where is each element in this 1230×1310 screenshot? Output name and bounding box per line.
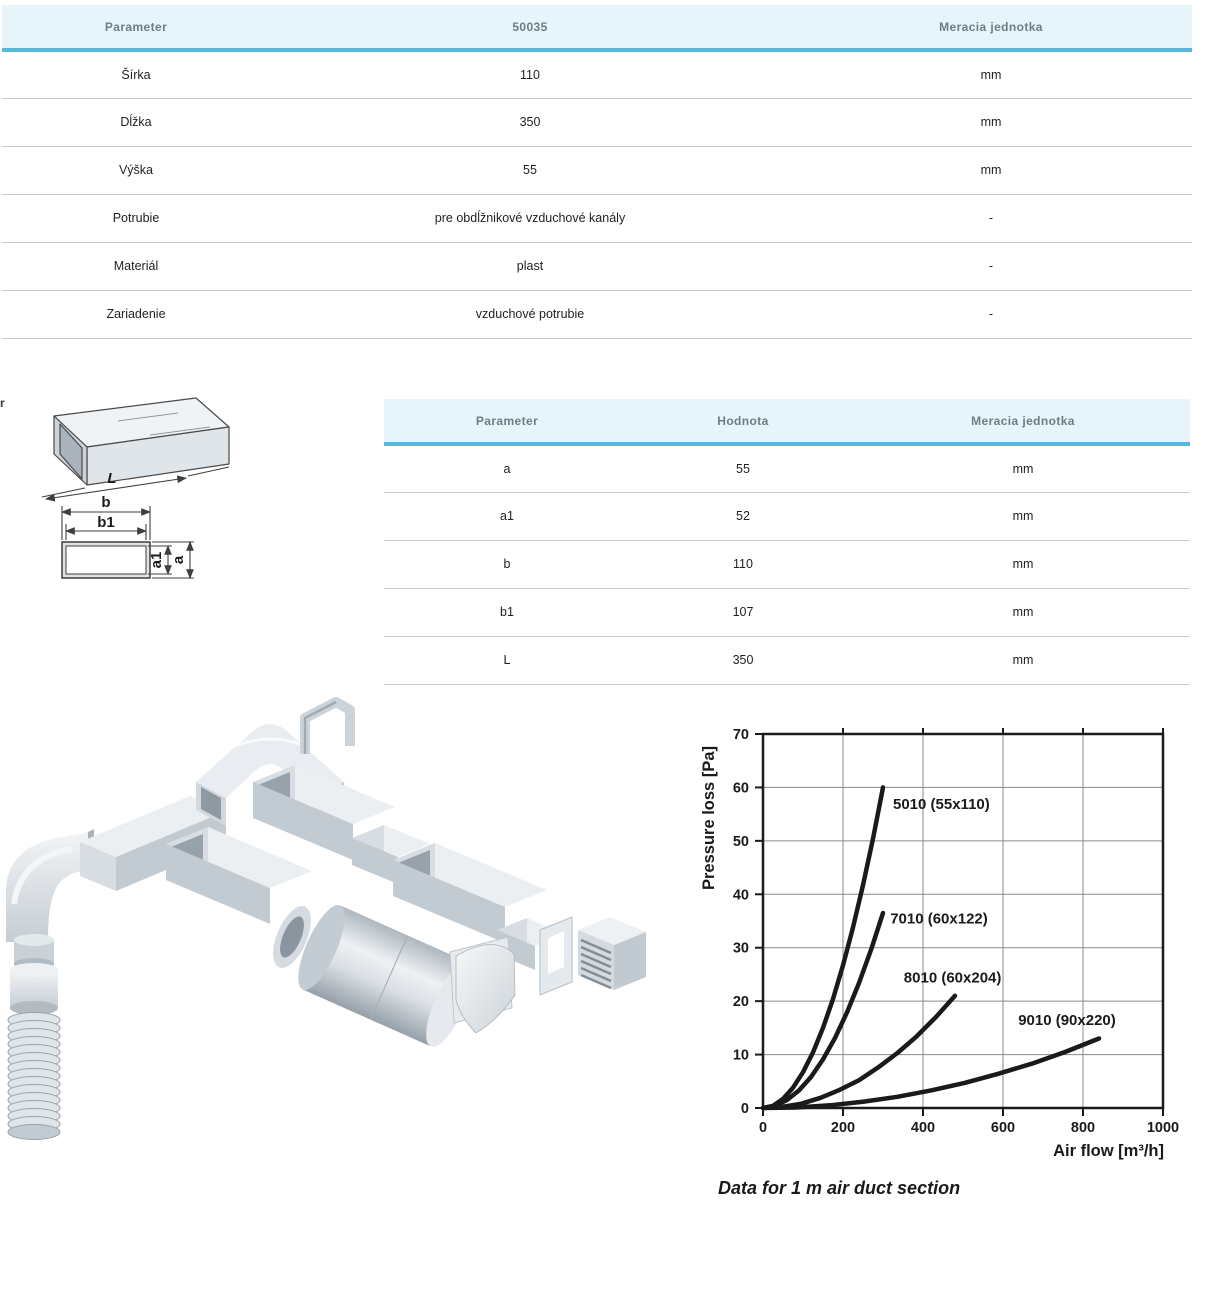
svg-text:1000: 1000 (1146, 1120, 1180, 1136)
dim-header-value: Hodnota (630, 399, 856, 444)
svg-text:400: 400 (910, 1120, 936, 1136)
value-cell: 52 (630, 492, 856, 540)
spec-header-parameter: Parameter (2, 5, 270, 50)
value-cell: 350 (630, 636, 856, 684)
table-row (2, 242, 1192, 290)
pressure-loss-chart-svg (690, 700, 1230, 1170)
svg-text:5010 (55x110): 5010 (55x110) (893, 795, 990, 813)
mounting-clip (305, 702, 350, 754)
spec-header-unit: Meracia jednotka (790, 5, 1192, 50)
svg-text:50: 50 (732, 833, 749, 850)
svg-text:0: 0 (758, 1120, 768, 1136)
svg-text:800: 800 (1070, 1120, 1096, 1136)
param-cell: Zariadenie (2, 290, 270, 338)
dim-header-parameter: Parameter (384, 399, 630, 444)
svg-text:7010 (60x122): 7010 (60x122) (890, 910, 988, 928)
svg-text:40: 40 (732, 887, 749, 904)
table-row (2, 50, 1192, 98)
param-cell: Výška (2, 146, 270, 194)
param-cell: Potrubie (2, 194, 270, 242)
svg-text:0: 0 (740, 1101, 749, 1117)
value-cell: 107 (630, 588, 856, 636)
unit-cell: mm (856, 492, 1190, 540)
value-cell: pre obdĺžnikové vzduchové kanály (270, 194, 790, 242)
svg-text:20: 20 (732, 994, 749, 1011)
unit-cell: - (790, 242, 1192, 290)
svg-text:10: 10 (732, 1047, 749, 1064)
chart-caption: Data for 1 m air duct section (718, 1178, 961, 1198)
spec-table (2, 5, 1192, 339)
duct-dimension-drawing (0, 390, 250, 605)
unit-cell: mm (856, 444, 1190, 492)
dim-label-a: a (170, 555, 187, 565)
param-cell: b (384, 540, 630, 588)
svg-text:Pressure loss [Pa]: Pressure loss [Pa] (700, 746, 718, 890)
table-row (384, 444, 1190, 492)
dimension-table-section (384, 399, 1190, 685)
dim-label-b: b (101, 494, 111, 511)
param-cell: Materiál (2, 242, 270, 290)
flexible-hose (8, 1013, 60, 1140)
table-row (384, 588, 1190, 636)
svg-text:600: 600 (990, 1120, 1016, 1136)
unit-cell: - (790, 194, 1192, 242)
duct-3d-sketch (54, 398, 229, 485)
value-cell: 110 (630, 540, 856, 588)
unit-cell: mm (856, 636, 1190, 684)
svg-text:60: 60 (732, 780, 749, 797)
table-row (2, 290, 1192, 338)
duct-cross-section (62, 494, 194, 578)
value-cell: 350 (270, 98, 790, 146)
hooded-wall-vent (450, 937, 515, 1033)
param-cell: a1 (384, 492, 630, 540)
spec-header-product-code: 50035 (270, 5, 790, 50)
svg-text:70: 70 (732, 727, 749, 743)
dim-label-L: L (107, 470, 117, 487)
flat-duct (166, 827, 312, 924)
param-cell: Šírka (2, 50, 270, 98)
table-row (2, 194, 1192, 242)
svg-text:200: 200 (830, 1120, 856, 1136)
value-cell: 55 (270, 146, 790, 194)
table-row (2, 98, 1192, 146)
dim-table-header-row (384, 399, 1190, 444)
svg-text:8010 (60x204): 8010 (60x204) (903, 969, 1002, 987)
table-row (384, 492, 1190, 540)
value-cell: vzduchové potrubie (270, 290, 790, 338)
spec-table-section (2, 5, 1192, 339)
dim-label-a1: a1 (148, 551, 165, 569)
dimension-table (384, 399, 1190, 685)
dim-label-b1: b1 (97, 514, 115, 531)
unit-cell: mm (790, 146, 1192, 194)
table-row (2, 146, 1192, 194)
unit-cell: - (790, 290, 1192, 338)
vent-grille (578, 917, 646, 990)
round-connector (10, 934, 58, 1015)
param-cell: Dĺžka (2, 98, 270, 146)
table-row (384, 636, 1190, 684)
unit-cell: mm (856, 588, 1190, 636)
duct-system-illustration (0, 690, 660, 1160)
unit-cell: mm (790, 98, 1192, 146)
dim-header-unit: Meracia jednotka (856, 399, 1190, 444)
unit-cell: mm (856, 540, 1190, 588)
param-cell: a (384, 444, 630, 492)
spec-table-header-row (2, 5, 1192, 50)
value-cell: plast (270, 242, 790, 290)
clipped-edge-label: r (0, 396, 5, 410)
value-cell: 55 (630, 444, 856, 492)
pressure-loss-chart (690, 700, 1230, 1175)
param-cell: b1 (384, 588, 630, 636)
svg-text:Air flow [m³/h]: Air flow [m³/h] (1053, 1142, 1164, 1160)
svg-text:30: 30 (732, 940, 749, 957)
table-row (384, 540, 1190, 588)
value-cell: 110 (270, 50, 790, 98)
svg-text:9010 (90x220): 9010 (90x220) (1018, 1012, 1116, 1030)
param-cell: L (384, 636, 630, 684)
unit-cell: mm (790, 50, 1192, 98)
wall-plate (540, 917, 572, 995)
